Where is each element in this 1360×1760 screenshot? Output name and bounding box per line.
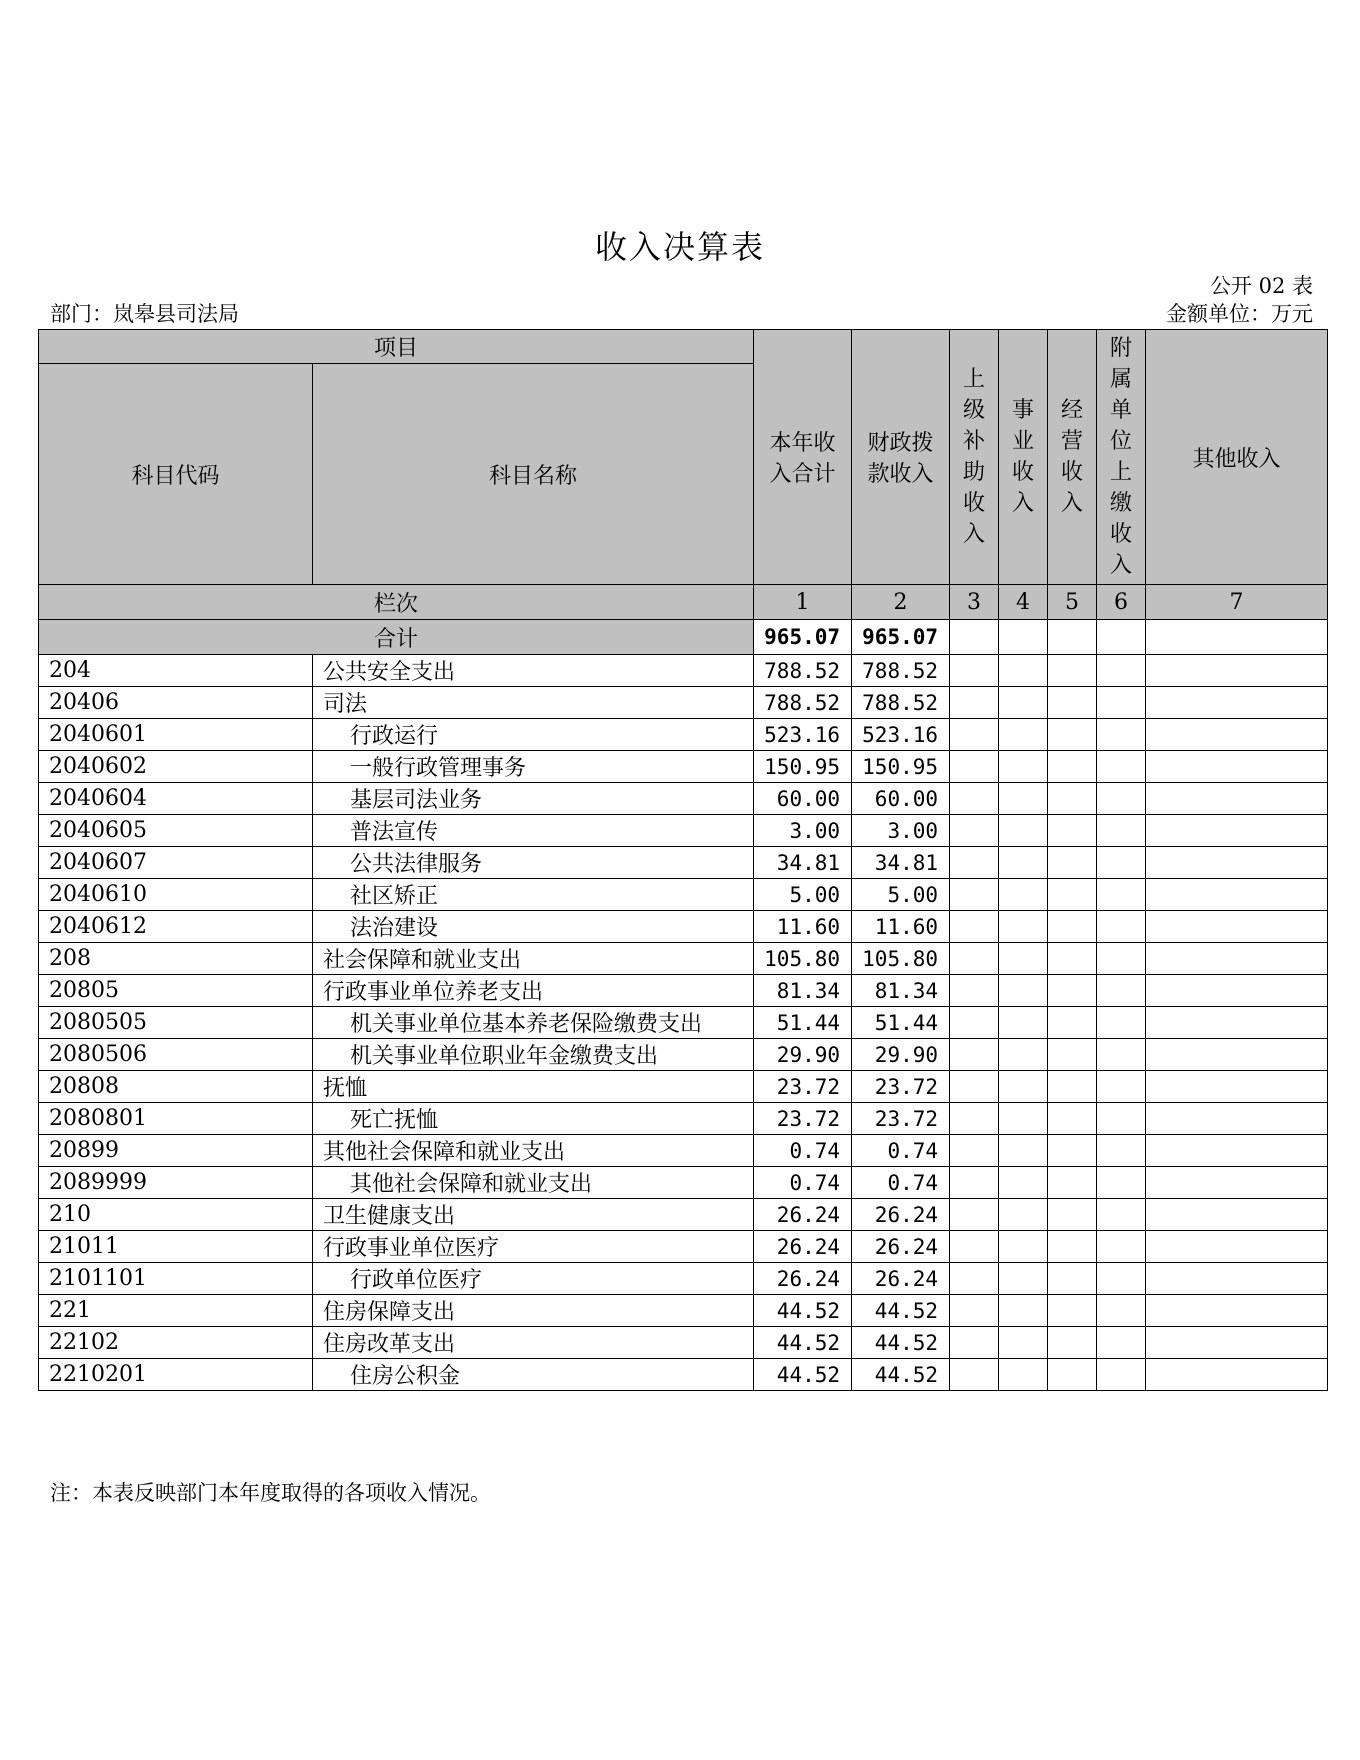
header-char: 入 <box>1061 491 1084 516</box>
subject-code: 20406 <box>39 687 313 719</box>
table-row <box>39 911 1328 943</box>
affiliated-remit-income <box>1097 1199 1146 1231</box>
operating-income <box>1048 1071 1097 1103</box>
subject-name: 住房改革支出 <box>313 1327 754 1359</box>
other-income <box>1146 911 1328 943</box>
upper-subsidy-income <box>950 1199 999 1231</box>
subject-name: 行政运行 <box>313 719 754 751</box>
header-fiscal-income-line2: 款收入 <box>867 462 934 487</box>
affiliated-remit-income <box>1097 943 1146 975</box>
business-income <box>999 1263 1048 1295</box>
upper-subsidy-income <box>950 911 999 943</box>
affiliated-remit-income <box>1097 879 1146 911</box>
total-income-value: 965.07 <box>754 620 852 655</box>
subject-name: 行政事业单位医疗 <box>313 1231 754 1263</box>
subject-code: 2080506 <box>39 1039 313 1071</box>
amount-unit-label: 金额单位：万元 <box>1166 302 1313 326</box>
total-income: 26.24 <box>754 1199 852 1231</box>
subject-code: 2040610 <box>39 879 313 911</box>
subject-code: 2040601 <box>39 719 313 751</box>
subject-name: 死亡抚恤 <box>313 1103 754 1135</box>
affiliated-remit-income <box>1097 751 1146 783</box>
total-income: 0.74 <box>754 1135 852 1167</box>
business-income <box>999 943 1048 975</box>
operating-income <box>1048 719 1097 751</box>
header-char: 事 <box>1012 398 1035 423</box>
header-char: 收 <box>1110 522 1133 547</box>
total-income: 51.44 <box>754 1007 852 1039</box>
table-row <box>39 879 1328 911</box>
business-income <box>999 783 1048 815</box>
header-char: 属 <box>1110 367 1133 392</box>
upper-subsidy-income <box>950 975 999 1007</box>
total-income: 788.52 <box>754 687 852 719</box>
fiscal-income: 26.24 <box>852 1263 950 1295</box>
table-row <box>39 1295 1328 1327</box>
affiliated-remit-income <box>1097 1135 1146 1167</box>
column-index-2: 2 <box>852 585 950 620</box>
subject-code: 2080801 <box>39 1103 313 1135</box>
table-row <box>39 1103 1328 1135</box>
business-income <box>999 1327 1048 1359</box>
upper-subsidy-income <box>950 1231 999 1263</box>
fiscal-income: 5.00 <box>852 879 950 911</box>
subject-name: 基层司法业务 <box>313 783 754 815</box>
business-income <box>999 1199 1048 1231</box>
other-income <box>1146 1167 1328 1199</box>
subject-name: 一般行政管理事务 <box>313 751 754 783</box>
upper-subsidy-income <box>950 1135 999 1167</box>
operating-income <box>1048 1039 1097 1071</box>
fiscal-income: 3.00 <box>852 815 950 847</box>
header-char: 补 <box>963 429 986 454</box>
total-fiscal-value: 965.07 <box>852 620 950 655</box>
subject-name: 社区矫正 <box>313 879 754 911</box>
table-row <box>39 1039 1328 1071</box>
business-income <box>999 687 1048 719</box>
affiliated-remit-income <box>1097 1231 1146 1263</box>
upper-subsidy-income <box>950 879 999 911</box>
subject-name: 社会保障和就业支出 <box>313 943 754 975</box>
total-row <box>39 620 1328 655</box>
subject-code: 2040612 <box>39 911 313 943</box>
operating-income <box>1048 1103 1097 1135</box>
fiscal-income: 523.16 <box>852 719 950 751</box>
other-income <box>1146 1071 1328 1103</box>
header-subject-name: 科目名称 <box>313 364 754 585</box>
subject-code: 2080505 <box>39 1007 313 1039</box>
total-income: 5.00 <box>754 879 852 911</box>
operating-income <box>1048 911 1097 943</box>
operating-income <box>1048 655 1097 687</box>
operating-income <box>1048 1231 1097 1263</box>
business-income <box>999 815 1048 847</box>
table-row <box>39 1231 1328 1263</box>
other-income <box>1146 847 1328 879</box>
header-operating-income <box>1048 330 1097 585</box>
table-row <box>39 1327 1328 1359</box>
operating-income <box>1048 1295 1097 1327</box>
header-index-label: 栏次 <box>39 585 754 620</box>
upper-subsidy-income <box>950 1295 999 1327</box>
subject-code: 2210201 <box>39 1359 313 1391</box>
upper-subsidy-income <box>950 655 999 687</box>
business-income <box>999 1007 1048 1039</box>
business-income <box>999 1135 1048 1167</box>
total-income: 788.52 <box>754 655 852 687</box>
subject-code: 20808 <box>39 1071 313 1103</box>
header-other-income: 其他收入 <box>1146 330 1328 585</box>
upper-subsidy-income <box>950 719 999 751</box>
header-business-income <box>999 330 1048 585</box>
subject-code: 2040604 <box>39 783 313 815</box>
other-income <box>1146 1231 1328 1263</box>
table-row <box>39 1359 1328 1391</box>
affiliated-remit-income <box>1097 719 1146 751</box>
form-number: 公开 02 表 <box>1209 274 1313 298</box>
table-row <box>39 1071 1328 1103</box>
affiliated-remit-income <box>1097 1007 1146 1039</box>
subject-name: 住房保障支出 <box>313 1295 754 1327</box>
business-income <box>999 847 1048 879</box>
affiliated-remit-income <box>1097 1071 1146 1103</box>
operating-income <box>1048 687 1097 719</box>
column-index-1: 1 <box>754 585 852 620</box>
business-income <box>999 1071 1048 1103</box>
subject-code: 208 <box>39 943 313 975</box>
upper-subsidy-income <box>950 1071 999 1103</box>
upper-subsidy-income <box>950 815 999 847</box>
upper-subsidy-income <box>950 1007 999 1039</box>
total-income: 26.24 <box>754 1231 852 1263</box>
subject-name: 其他社会保障和就业支出 <box>313 1135 754 1167</box>
subject-code: 2101101 <box>39 1263 313 1295</box>
header-char: 入 <box>1012 491 1035 516</box>
other-income <box>1146 1295 1328 1327</box>
column-index-4: 4 <box>999 585 1048 620</box>
other-income <box>1146 1359 1328 1391</box>
business-income <box>999 1167 1048 1199</box>
affiliated-remit-income <box>1097 1039 1146 1071</box>
fiscal-income: 44.52 <box>852 1327 950 1359</box>
affiliated-remit-income <box>1097 975 1146 1007</box>
affiliated-remit-income <box>1097 655 1146 687</box>
page-title: 收入决算表 <box>594 228 765 266</box>
table-row <box>39 847 1328 879</box>
business-income <box>999 975 1048 1007</box>
total-income: 34.81 <box>754 847 852 879</box>
subject-name: 行政单位医疗 <box>313 1263 754 1295</box>
subject-code: 221 <box>39 1295 313 1327</box>
fiscal-income: 29.90 <box>852 1039 950 1071</box>
fiscal-income: 81.34 <box>852 975 950 1007</box>
upper-subsidy-income <box>950 687 999 719</box>
header-char: 缴 <box>1110 491 1133 516</box>
column-index-5: 5 <box>1048 585 1097 620</box>
total-empty-cell <box>1146 620 1328 655</box>
business-income <box>999 751 1048 783</box>
affiliated-remit-income <box>1097 1103 1146 1135</box>
table-row <box>39 655 1328 687</box>
other-income <box>1146 943 1328 975</box>
fiscal-income: 23.72 <box>852 1071 950 1103</box>
total-income: 0.74 <box>754 1167 852 1199</box>
table-row <box>39 783 1328 815</box>
business-income <box>999 1359 1048 1391</box>
column-index-7: 7 <box>1146 585 1328 620</box>
other-income <box>1146 1103 1328 1135</box>
total-income: 105.80 <box>754 943 852 975</box>
affiliated-remit-income <box>1097 1263 1146 1295</box>
header-char: 入 <box>963 522 986 547</box>
operating-income <box>1048 1135 1097 1167</box>
total-income: 81.34 <box>754 975 852 1007</box>
upper-subsidy-income <box>950 1039 999 1071</box>
operating-income <box>1048 1327 1097 1359</box>
header-char: 业 <box>1012 429 1035 454</box>
upper-subsidy-income <box>950 1359 999 1391</box>
other-income <box>1146 975 1328 1007</box>
operating-income <box>1048 943 1097 975</box>
subject-name: 住房公积金 <box>313 1359 754 1391</box>
table-row <box>39 687 1328 719</box>
operating-income <box>1048 751 1097 783</box>
fiscal-income: 788.52 <box>852 687 950 719</box>
subject-code: 2089999 <box>39 1167 313 1199</box>
total-income: 23.72 <box>754 1103 852 1135</box>
subject-code: 2040607 <box>39 847 313 879</box>
header-char: 级 <box>963 398 986 423</box>
business-income <box>999 879 1048 911</box>
table-row <box>39 943 1328 975</box>
fiscal-income: 34.81 <box>852 847 950 879</box>
business-income <box>999 719 1048 751</box>
subject-name: 公共安全支出 <box>313 655 754 687</box>
business-income <box>999 1103 1048 1135</box>
header-char: 助 <box>963 460 986 485</box>
subject-code: 20899 <box>39 1135 313 1167</box>
table-row <box>39 1263 1328 1295</box>
header-fiscal-income-line1: 财政拨 <box>867 431 934 456</box>
other-income <box>1146 1327 1328 1359</box>
header-row-index <box>39 585 1328 620</box>
operating-income <box>1048 1199 1097 1231</box>
total-income: 150.95 <box>754 751 852 783</box>
header-fiscal-income <box>852 330 950 585</box>
subject-name: 其他社会保障和就业支出 <box>313 1167 754 1199</box>
operating-income <box>1048 1263 1097 1295</box>
affiliated-remit-income <box>1097 687 1146 719</box>
table-row <box>39 975 1328 1007</box>
header-char: 收 <box>1061 460 1084 485</box>
other-income <box>1146 1039 1328 1071</box>
total-income: 11.60 <box>754 911 852 943</box>
other-income <box>1146 879 1328 911</box>
subject-name: 机关事业单位职业年金缴费支出 <box>313 1039 754 1071</box>
operating-income <box>1048 1167 1097 1199</box>
affiliated-remit-income <box>1097 847 1146 879</box>
header-char: 经 <box>1061 398 1084 423</box>
fiscal-income: 44.52 <box>852 1295 950 1327</box>
upper-subsidy-income <box>950 1263 999 1295</box>
subject-name: 卫生健康支出 <box>313 1199 754 1231</box>
header-char: 上 <box>1110 460 1133 485</box>
header-char: 入 <box>1110 553 1133 578</box>
upper-subsidy-income <box>950 943 999 975</box>
affiliated-remit-income <box>1097 783 1146 815</box>
total-income: 26.24 <box>754 1263 852 1295</box>
upper-subsidy-income <box>950 847 999 879</box>
subject-code: 20805 <box>39 975 313 1007</box>
subject-code: 204 <box>39 655 313 687</box>
upper-subsidy-income <box>950 751 999 783</box>
upper-subsidy-income <box>950 1103 999 1135</box>
other-income <box>1146 1135 1328 1167</box>
table-row <box>39 719 1328 751</box>
table-row <box>39 1167 1328 1199</box>
subject-code: 22102 <box>39 1327 313 1359</box>
fiscal-income: 11.60 <box>852 911 950 943</box>
header-total-income-line2: 入合计 <box>769 462 836 487</box>
operating-income <box>1048 975 1097 1007</box>
header-total-income-line1: 本年收 <box>769 431 836 456</box>
total-income: 44.52 <box>754 1295 852 1327</box>
total-income: 23.72 <box>754 1071 852 1103</box>
subject-name: 普法宣传 <box>313 815 754 847</box>
subject-name: 抚恤 <box>313 1071 754 1103</box>
total-empty-cell <box>1048 620 1097 655</box>
income-statement-table <box>38 329 1328 1391</box>
subject-name: 法治建设 <box>313 911 754 943</box>
other-income <box>1146 655 1328 687</box>
business-income <box>999 1039 1048 1071</box>
subject-name: 公共法律服务 <box>313 847 754 879</box>
business-income <box>999 1231 1048 1263</box>
total-empty-cell <box>1097 620 1146 655</box>
total-empty-cell <box>999 620 1048 655</box>
total-income: 44.52 <box>754 1359 852 1391</box>
table-row <box>39 815 1328 847</box>
table-row <box>39 1199 1328 1231</box>
table-note: 注：本表反映部门本年度取得的各项收入情况。 <box>50 1481 491 1505</box>
header-char: 营 <box>1061 429 1084 454</box>
other-income <box>1146 751 1328 783</box>
upper-subsidy-income <box>950 1167 999 1199</box>
fiscal-income: 788.52 <box>852 655 950 687</box>
total-empty-cell <box>950 620 999 655</box>
upper-subsidy-income <box>950 783 999 815</box>
operating-income <box>1048 815 1097 847</box>
header-char: 位 <box>1110 429 1133 454</box>
subject-name: 行政事业单位养老支出 <box>313 975 754 1007</box>
other-income <box>1146 1199 1328 1231</box>
upper-subsidy-income <box>950 1327 999 1359</box>
subject-name: 机关事业单位基本养老保险缴费支出 <box>313 1007 754 1039</box>
total-income: 44.52 <box>754 1327 852 1359</box>
header-row-project <box>39 330 1328 364</box>
header-char: 收 <box>1012 460 1035 485</box>
header-char: 单 <box>1110 398 1133 423</box>
subject-code: 2040602 <box>39 751 313 783</box>
total-income: 60.00 <box>754 783 852 815</box>
fiscal-income: 23.72 <box>852 1103 950 1135</box>
header-project: 项目 <box>39 330 754 364</box>
table-row <box>39 1007 1328 1039</box>
header-subject-code: 科目代码 <box>39 364 313 585</box>
table-row <box>39 751 1328 783</box>
other-income <box>1146 1263 1328 1295</box>
subject-code: 2040605 <box>39 815 313 847</box>
fiscal-income: 26.24 <box>852 1199 950 1231</box>
fiscal-income: 0.74 <box>852 1135 950 1167</box>
operating-income <box>1048 879 1097 911</box>
affiliated-remit-income <box>1097 1327 1146 1359</box>
header-char: 收 <box>963 491 986 516</box>
total-income: 523.16 <box>754 719 852 751</box>
other-income <box>1146 815 1328 847</box>
header-char: 附 <box>1110 336 1133 361</box>
header-char: 上 <box>963 367 986 392</box>
affiliated-remit-income <box>1097 815 1146 847</box>
operating-income <box>1048 847 1097 879</box>
header-affiliated-remit-income <box>1097 330 1146 585</box>
other-income <box>1146 783 1328 815</box>
other-income <box>1146 719 1328 751</box>
subject-name: 司法 <box>313 687 754 719</box>
operating-income <box>1048 783 1097 815</box>
header-total-income <box>754 330 852 585</box>
business-income <box>999 1295 1048 1327</box>
affiliated-remit-income <box>1097 1167 1146 1199</box>
operating-income <box>1048 1359 1097 1391</box>
total-label: 合计 <box>39 620 754 655</box>
fiscal-income: 26.24 <box>852 1231 950 1263</box>
total-income: 29.90 <box>754 1039 852 1071</box>
header-upper-subsidy-income <box>950 330 999 585</box>
department-label: 部门：岚皋县司法局 <box>50 302 239 326</box>
other-income <box>1146 687 1328 719</box>
fiscal-income: 0.74 <box>852 1167 950 1199</box>
business-income <box>999 655 1048 687</box>
affiliated-remit-income <box>1097 1295 1146 1327</box>
table-row <box>39 1135 1328 1167</box>
fiscal-income: 44.52 <box>852 1359 950 1391</box>
fiscal-income: 150.95 <box>852 751 950 783</box>
subject-code: 210 <box>39 1199 313 1231</box>
fiscal-income: 105.80 <box>852 943 950 975</box>
affiliated-remit-income <box>1097 1359 1146 1391</box>
fiscal-income: 51.44 <box>852 1007 950 1039</box>
fiscal-income: 60.00 <box>852 783 950 815</box>
business-income <box>999 911 1048 943</box>
affiliated-remit-income <box>1097 911 1146 943</box>
operating-income <box>1048 1007 1097 1039</box>
column-index-6: 6 <box>1097 585 1146 620</box>
column-index-3: 3 <box>950 585 999 620</box>
other-income <box>1146 1007 1328 1039</box>
subject-code: 21011 <box>39 1231 313 1263</box>
total-income: 3.00 <box>754 815 852 847</box>
